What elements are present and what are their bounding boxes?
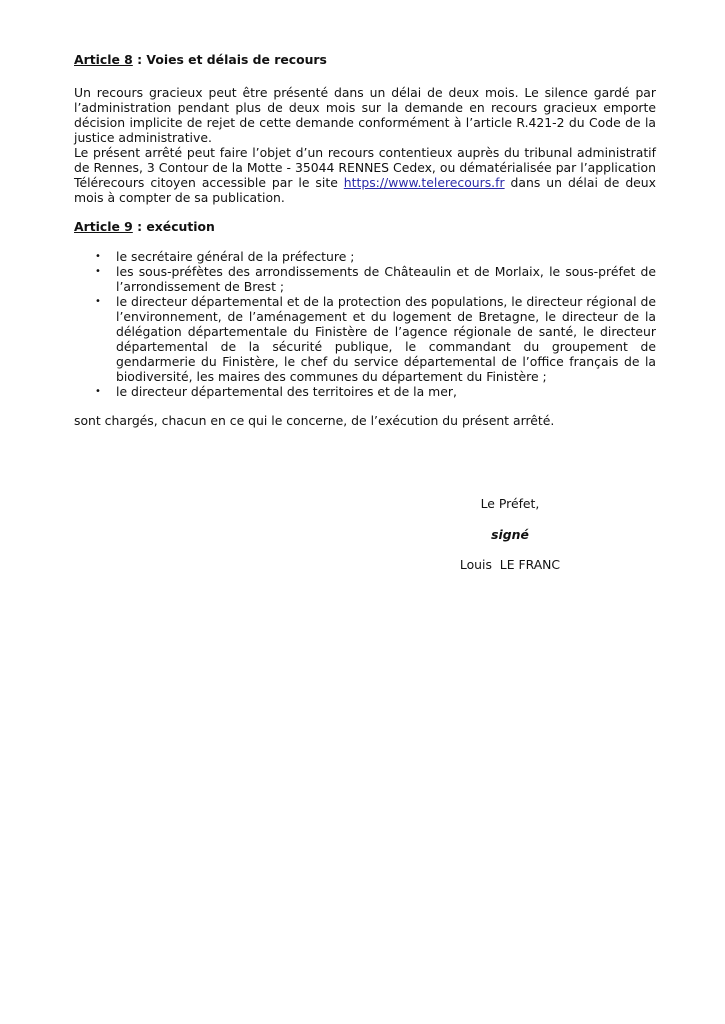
article-9-list (74, 249, 656, 399)
article-8-separator: : (132, 52, 147, 67)
list-item (74, 294, 656, 384)
article-8-paragraph-1: Un recours gracieux peut être présenté dans un délai de deux mois. Le silence gardé par l’administration pendant plus de deux mois sur la demande en recours gracieux emporte décision implicite de rejet de cette demande conformément à l’article R.421-2 du Code de la justice administrative. (74, 85, 656, 145)
list-item (74, 264, 656, 294)
list-item-text: le directeur départemental et de la protection des populations, le directeur régional de l’environnement, de l’aménagement et du logement de Bretagne, le directeur de la délégation départementale du Finistère de l’agence régionale de santé, le directeur départemental de la sécurité publique, le commandant du groupement de gendarmerie du Finistère, le chef du service départemental de l’office français de la biodiversité, les maires des communes du département du Finistère ; (116, 294, 656, 384)
article-9-closing: sont chargés, chacun en ce qui le concerne, de l’exécution du présent arrêté. (74, 413, 555, 428)
article-9-separator: : (132, 219, 147, 234)
article-8-heading (74, 52, 656, 67)
telerecours-link[interactable]: https://www.telerecours.fr (343, 175, 505, 190)
list-item-text: les sous-préfètes des arrondissements de Châteaulin et de Morlaix, le sous-préfet de l’arrondissement de Brest ; (116, 264, 656, 294)
article-9-title: exécution (146, 219, 215, 234)
article-8-paragraph-2-end: dans un délai de deux mois à compter de sa publication. (74, 175, 656, 205)
bullet-icon: • (95, 386, 101, 397)
article-8-paragraph-2-start: Le présent arrêté peut faire l’objet d’un recours contentieux auprès du tribunal administratif de Rennes, 3 Contour de la Motte - 35044 RENNES Cedex, ou dématérialisée par l’application Télérecours citoyen accessible par le site (74, 145, 656, 190)
article-8-body (74, 85, 656, 205)
list-item (74, 249, 656, 264)
article-8-label: Article 8 (74, 52, 133, 67)
bullet-icon: • (95, 251, 101, 262)
list-item (74, 384, 656, 399)
signature-signed: signé (491, 527, 529, 542)
signature-name: Louis LE FRANC (459, 557, 561, 572)
signature-role: Le Préfet, (480, 496, 540, 511)
bullet-icon: • (95, 296, 101, 307)
bullet-icon: • (95, 266, 101, 277)
article-8-paragraph-2 (74, 145, 656, 205)
list-item-text: le directeur départemental des territoires et de la mer, (116, 384, 457, 399)
article-9-label: Article 9 (74, 219, 133, 234)
article-9-heading (74, 219, 656, 234)
list-item-text: le secrétaire général de la préfecture ; (116, 249, 355, 264)
article-8-title: Voies et délais de recours (146, 52, 327, 67)
